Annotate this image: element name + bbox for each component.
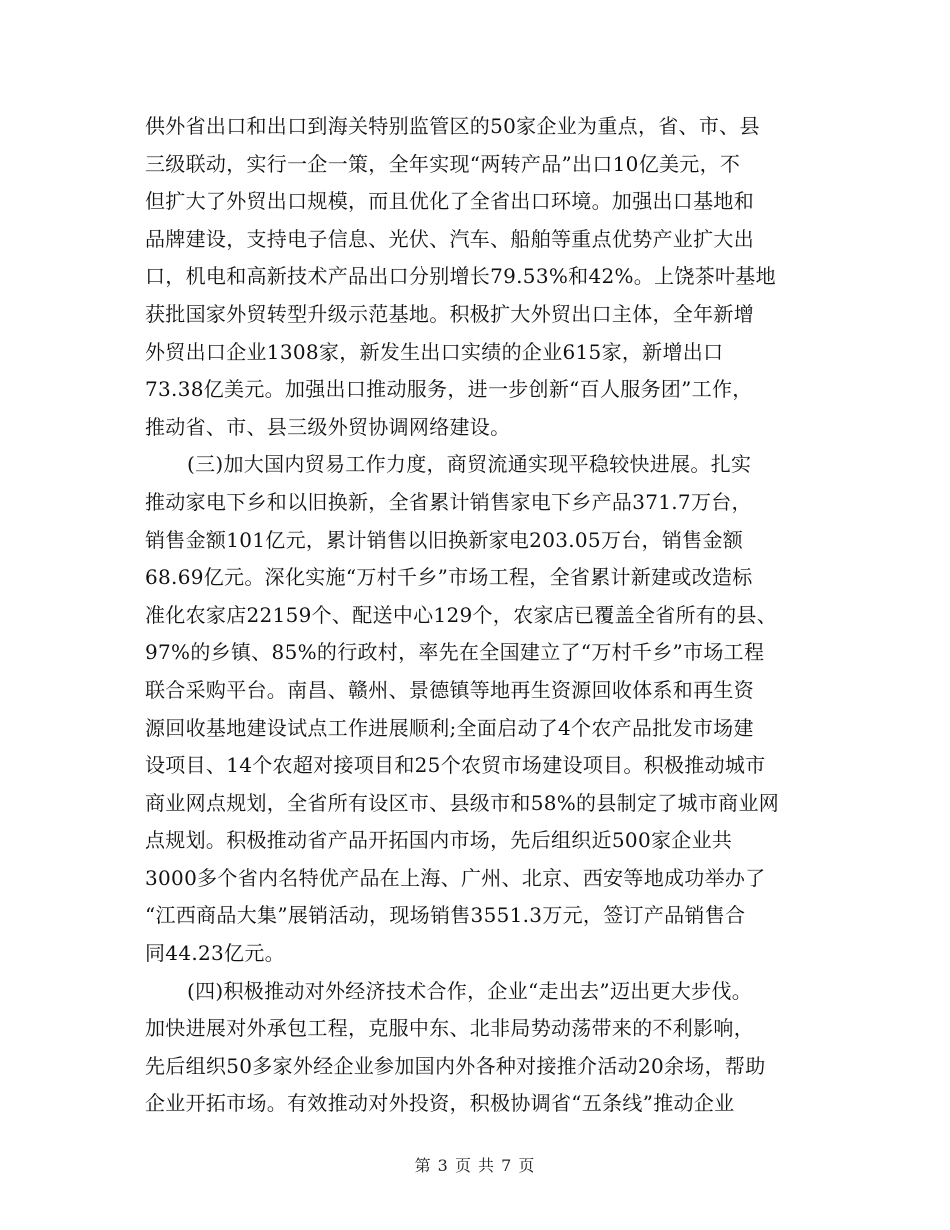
text-line: 推动省、市、县三级外贸协调网络建设。 — [145, 414, 511, 439]
text-line: 但扩大了外贸出口规模，而且优化了全省出口环境。加强出口基地和 — [145, 189, 754, 214]
text-line: 外贸出口企业1308家，新发生出口实绩的企业615家，新增出口 — [145, 339, 724, 364]
text-line: 企业开拓市场。有效推动对外投资，积极协调省“五条线”推动企业 — [145, 1091, 735, 1116]
page-number-footer: 第 3 页 共 7 页 — [414, 1156, 536, 1175]
text-line: 商业网点规划，全省所有设区市、县级市和58%的县制定了城市商业网 — [145, 790, 780, 815]
text-line: 口，机电和高新技术产品出口分别增长79.53%和42%。上饶茶叶基地 — [145, 264, 776, 289]
text-line: 准化农家店22159个、配送中心129个，农家店已覆盖全省所有的县、 — [145, 602, 777, 627]
text-line: 三级联动，实行一企一策，全年实现“两转产品”出口10亿美元，不 — [145, 151, 741, 176]
text-line: 销售金额101亿元，累计销售以旧换新家电203.05万台，销售金额 — [145, 527, 744, 552]
text-line: 设项目、14个农超对接项目和25个农贸市场建设项目。积极推动城市 — [145, 753, 766, 778]
text-line: 品牌建设，支持电子信息、光伏、汽车、船舶等重点优势产业扩大出 — [145, 226, 754, 251]
text-line: “江西商品大集”展销活动，现场销售3551.3万元，签订产品销售合 — [145, 903, 746, 928]
text-line: 先后组织50多家外经企业参加国内外各种对接推介活动20余场，帮助 — [145, 1053, 766, 1078]
text-line: 加快进展对外承包工程，克服中东、北非局势动荡带来的不利影响， — [145, 1016, 754, 1041]
text-line: 联合采购平台。南昌、赣州、景德镇等地再生资源回收体系和再生资 — [145, 677, 754, 702]
text-line: 点规划。积极推动省产品开拓国内市场，先后组织近500家企业共 — [145, 828, 733, 853]
body-text — [145, 108, 815, 1123]
text-line: 97%的乡镇、85%的行政村，率先在全国建立了“万村千乡”市场工程 — [145, 640, 765, 665]
text-line: 73.38亿美元。加强出口推动服务，进一步创新“百人服务团”工作， — [145, 377, 753, 402]
text-line: 获批国家外贸转型升级示范基地。积极扩大外贸出口主体，全年新增 — [145, 301, 754, 326]
text-line: 3000多个省内名特优产品在上海、广州、北京、西安等地成功举办了 — [145, 865, 766, 890]
text-line: 68.69亿元。深化实施“万村千乡”市场工程，全省累计新建或改造标 — [145, 565, 753, 590]
text-line: 供外省出口和出口到海关特别监管区的50家企业为重点，省、市、县 — [145, 114, 760, 138]
section-heading-line: (四)积极推动对外经济技术合作，企业“走出去”迈出更大步伐。 — [187, 978, 753, 1003]
text-line: 推动家电下乡和以旧换新，全省累计销售家电下乡产品371.7万台， — [145, 489, 752, 514]
section-heading-line: (三)加大国内贸易工作力度，商贸流通实现平稳较快进展。扎实 — [187, 452, 752, 477]
text-line: 同44.23亿元。 — [145, 941, 285, 966]
text-line: 源回收基地建设试点工作进展顺利;全面启动了4个农产品批发市场建 — [145, 715, 754, 740]
